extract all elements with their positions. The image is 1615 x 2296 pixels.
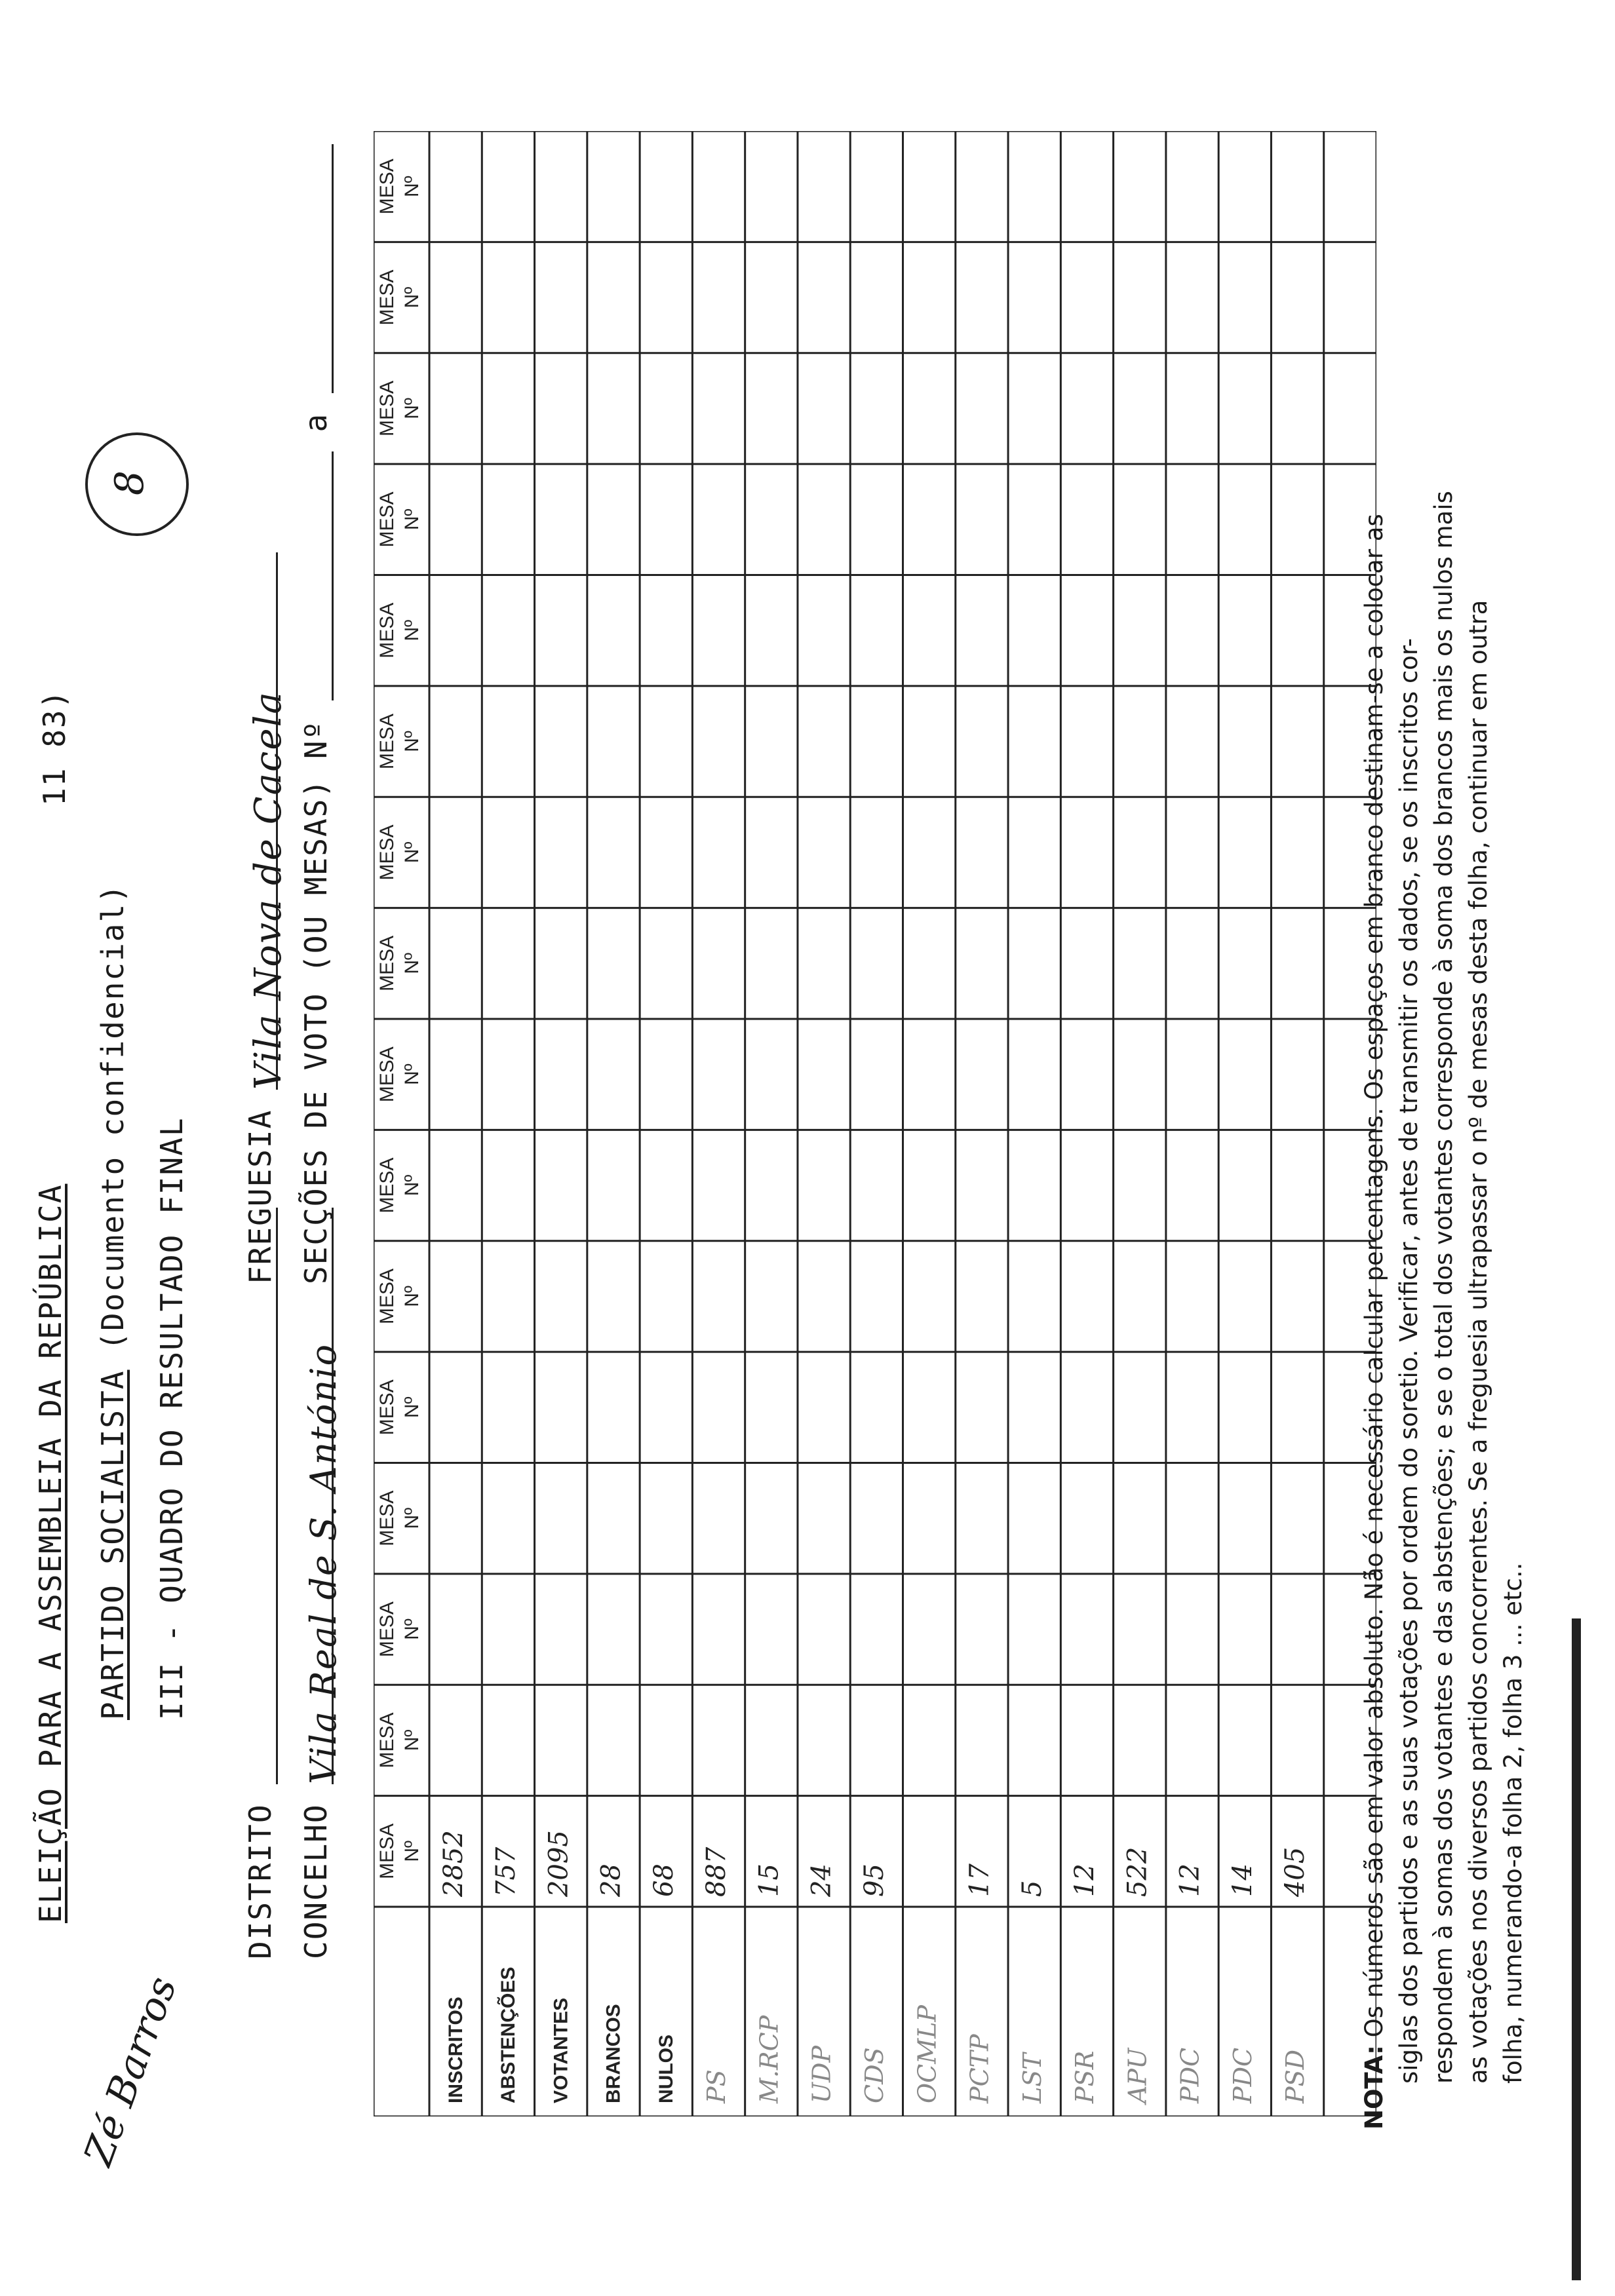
row-value-mesa-1: 405 xyxy=(1280,1846,1311,1897)
election-date: 11 83) xyxy=(37,689,72,806)
row-label: NULOS xyxy=(655,2035,677,2103)
mesa-header-label: MESA xyxy=(376,824,398,881)
row-value-mesa-1: 757 xyxy=(491,1846,522,1897)
distrito-label: DISTRITO xyxy=(243,1803,278,1959)
mesa-header-label: MESA xyxy=(376,1712,398,1769)
row-value-mesa-1: 28 xyxy=(596,1864,627,1897)
row-label: BRANCOS xyxy=(602,2004,625,2103)
row-label: PDC xyxy=(1175,2047,1205,2103)
mesa-header-label: MESA xyxy=(376,935,398,991)
row-value-mesa-1: 2852 xyxy=(438,1830,469,1897)
election-title xyxy=(33,1184,68,1923)
mesa-header-label: MESA xyxy=(376,1490,398,1546)
handwritten-signature: Zé Barros xyxy=(75,1970,186,2172)
note-line-2: siglas dos partidos e as suas votações por ordem do soretio. Verificar, antes de transmitir os dados, se os inscritos cor- xyxy=(1395,638,1423,2084)
row-label: PCTP xyxy=(965,2034,994,2103)
section-heading xyxy=(154,1117,189,1720)
row-label: ABSTENÇÕES xyxy=(497,1966,520,2103)
party-name: PARTIDO SOCIALISTA xyxy=(95,1369,130,1720)
freguesia-field[interactable]: Vila Nova de Cacela xyxy=(247,552,278,1090)
circled-page-number xyxy=(85,432,189,536)
note-line-4: as votações nos diversos partidos concorrentes. Se a freguesia ultrapassar o nº de mesas desta folha, continuar em outra xyxy=(1464,600,1492,2084)
row-value-mesa-1: 24 xyxy=(806,1864,837,1897)
section-title: III - QUADRO DO RESULTADO FINAL xyxy=(154,1117,189,1720)
mesa-header-number-label: Nº xyxy=(401,1618,423,1640)
row-label: PS xyxy=(702,2069,731,2103)
row-label: UDP xyxy=(807,2045,836,2103)
mesa-header-number-label: Nº xyxy=(401,1841,423,1862)
note-line-5: folha, numerando-a folha 2, folha 3 ... etc.. xyxy=(1499,1562,1527,2084)
row-label: INSCRITOS xyxy=(444,1997,467,2103)
freguesia-label: FREGUESIA xyxy=(243,1109,278,1284)
mesa-header-label: MESA xyxy=(376,1157,398,1214)
row-value-mesa-1: 17 xyxy=(964,1864,995,1897)
row-label: VOTANTES xyxy=(550,1997,572,2103)
mesa-header-number-label: Nº xyxy=(401,176,423,197)
mesa-header-number-label: Nº xyxy=(401,1286,423,1307)
mesa-header-label: MESA xyxy=(376,1046,398,1103)
row-label: APU xyxy=(1123,2048,1152,2103)
seccoes-to-field[interactable] xyxy=(303,144,334,393)
row-value-mesa-1: 68 xyxy=(648,1864,679,1897)
mesa-header-label: MESA xyxy=(376,1379,398,1436)
mesa-header-number-label: Nº xyxy=(401,619,423,641)
seccoes-line xyxy=(298,144,334,1284)
mesa-header-label: MESA xyxy=(376,1268,398,1324)
row-value-mesa-1: 12 xyxy=(1070,1864,1100,1897)
row-value-mesa-1: 15 xyxy=(754,1864,785,1897)
mesa-header-label: MESA xyxy=(376,1601,398,1658)
mesa-header-label: MESA xyxy=(376,491,398,548)
mesa-header-number-label: Nº xyxy=(401,286,423,309)
mesa-header-number-label: Nº xyxy=(401,398,423,419)
row-value-mesa-1: 522 xyxy=(1122,1846,1153,1897)
concelho-label: CONCELHO xyxy=(298,1803,334,1959)
concelho-line xyxy=(298,1208,344,1959)
mesa-header-number-label: Nº xyxy=(401,841,423,864)
row-label: CDS xyxy=(859,2047,889,2103)
mesa-header-number-label: Nº xyxy=(401,1396,423,1419)
mesa-header-number-label: Nº xyxy=(401,953,423,974)
row-value-mesa-1: 14 xyxy=(1227,1864,1258,1897)
row-label: M.RCP xyxy=(754,2015,784,2103)
results-table xyxy=(374,131,1376,2116)
note-block xyxy=(1357,491,1530,2130)
mesa-header-label: MESA xyxy=(376,159,398,215)
row-label: PSD xyxy=(1281,2049,1310,2103)
row-label: PDC xyxy=(1228,2047,1257,2103)
note-label: NOTA: xyxy=(1360,2045,1388,2130)
concelho-field[interactable]: Vila Real de S. António xyxy=(303,1208,334,1784)
note-line-1 xyxy=(1357,491,1391,2130)
party-heading xyxy=(95,883,130,1720)
mesa-header-label: MESA xyxy=(376,269,398,326)
circled-number-text: 8 xyxy=(107,470,153,496)
row-value-mesa-1: 5 xyxy=(1017,1880,1047,1897)
mesa-header-number-label: Nº xyxy=(401,1507,423,1529)
seccoes-from-field[interactable] xyxy=(303,451,334,700)
mesa-header-label: MESA xyxy=(376,380,398,436)
mesa-header-label: MESA xyxy=(376,1823,398,1879)
row-value-mesa-1: 95 xyxy=(859,1864,889,1897)
election-title-text: ELEIÇÃO PARA A ASSEMBLEIA DA REPÚBLICA xyxy=(33,1183,68,1923)
mesa-header-number-label: Nº xyxy=(401,731,423,752)
mesa-header-label: MESA xyxy=(376,602,398,659)
mesa-header-number-label: Nº xyxy=(401,1729,423,1751)
freguesia-line xyxy=(243,552,290,1284)
row-label: LST xyxy=(1017,2053,1047,2103)
row-value-mesa-1: 887 xyxy=(701,1846,732,1897)
row-label: PSR xyxy=(1070,2050,1100,2103)
seccoes-label: SECÇÕES DE VOTO (OU MESAS) Nº xyxy=(298,719,334,1284)
seccoes-separator: a xyxy=(298,412,334,432)
distrito-field[interactable] xyxy=(247,1208,278,1784)
row-value-mesa-1: 2095 xyxy=(543,1830,574,1897)
scan-edge-bar xyxy=(1572,1618,1581,2280)
row-label: OCMLP xyxy=(912,2005,942,2103)
mesa-header-number-label: Nº xyxy=(401,508,423,531)
note-line-3: respondem à somas dos votantes e das abstenções; e se o total dos votantes corresponde à soma dos brancos mais os nulos mais xyxy=(1430,491,1458,2084)
mesa-header-number-label: Nº xyxy=(401,1063,423,1085)
distrito-line xyxy=(243,1208,278,1959)
mesa-header-label: MESA xyxy=(376,714,398,770)
note-text-1: Os números são em valor absoluto. Não é necessário calcular percentagens. Os espaços em branco destinam-se a colocar as xyxy=(1360,514,1388,2038)
confidential-label: (Documento confidencial) xyxy=(95,883,130,1350)
mesa-header-number-label: Nº xyxy=(401,1174,423,1196)
row-value-mesa-1: 12 xyxy=(1175,1864,1205,1897)
